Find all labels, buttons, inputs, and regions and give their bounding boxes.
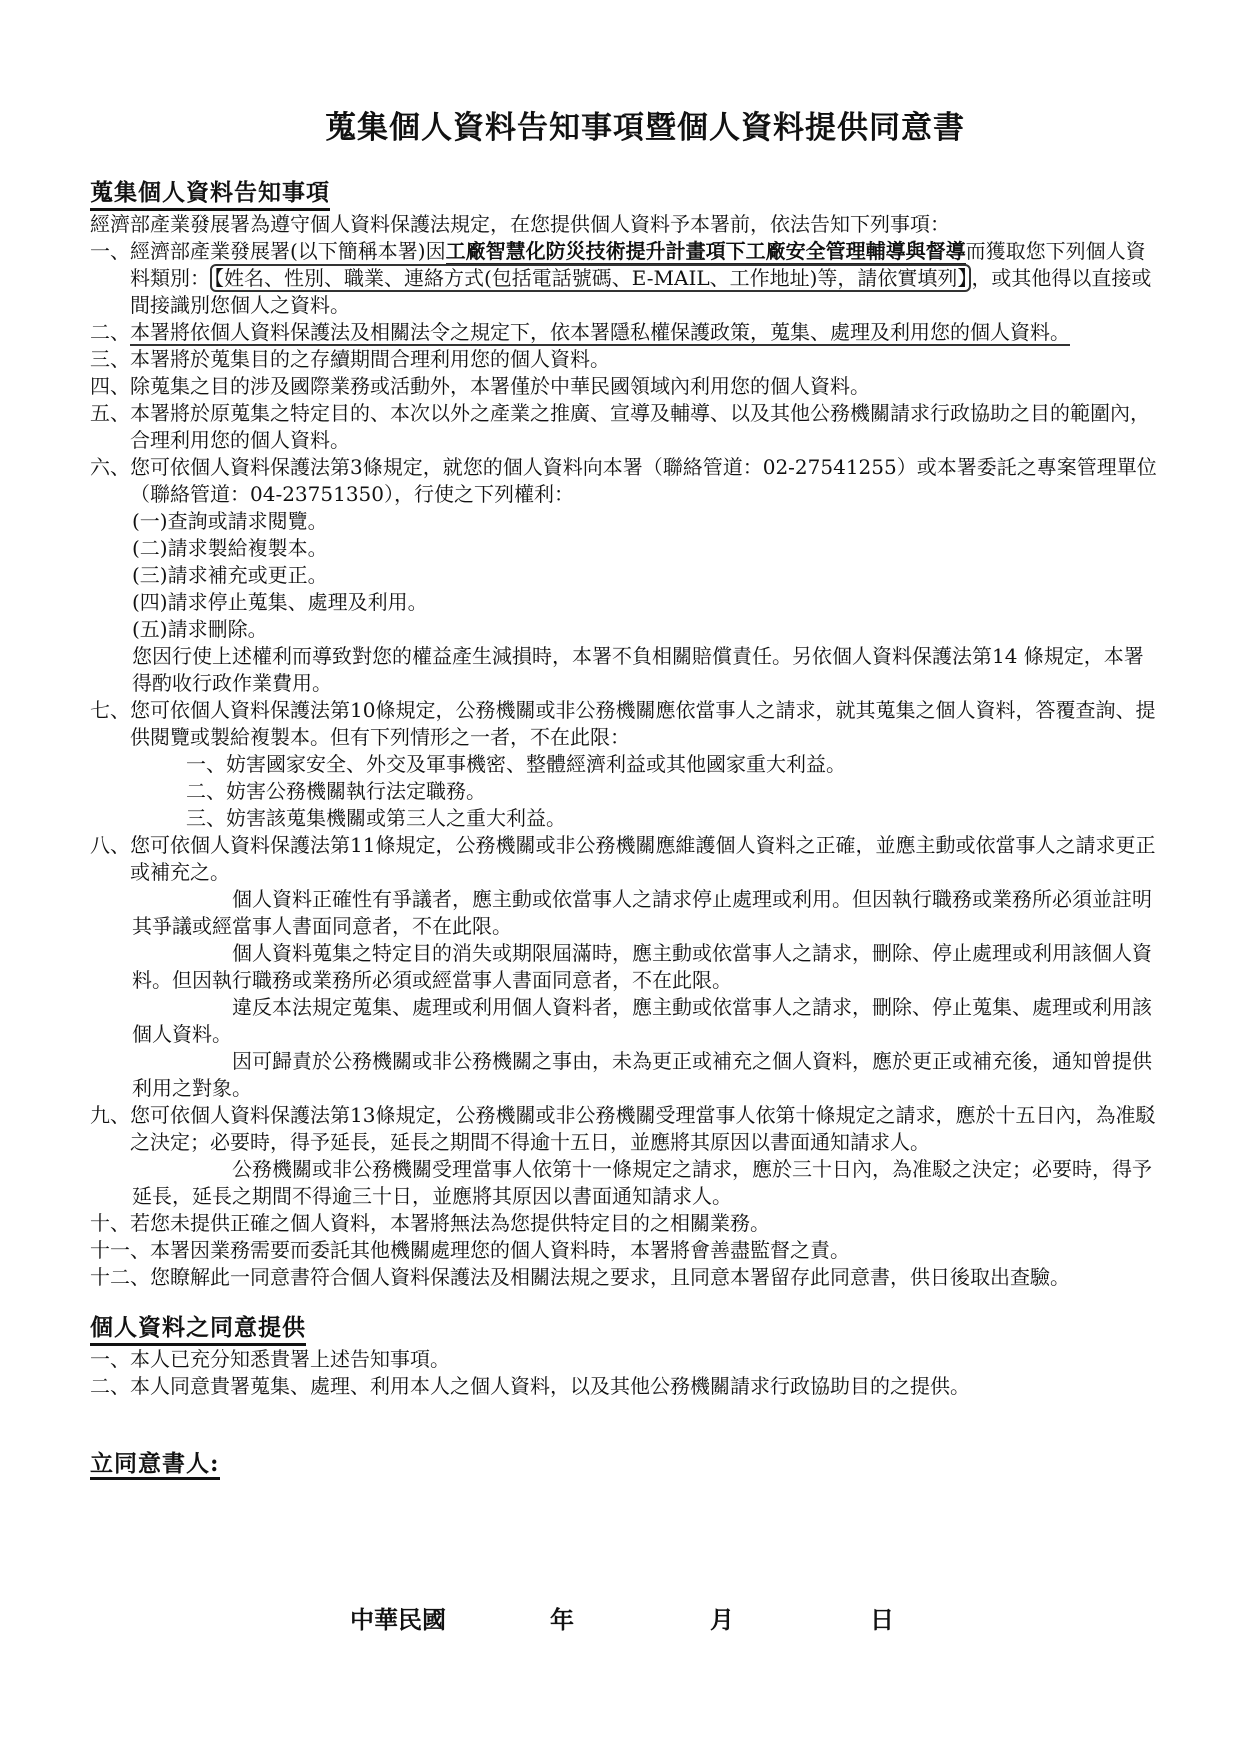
list-item: 二、妨害公務機關執行法定職務。 <box>186 779 486 803</box>
notice-item-10: 十、 若您未提供正確之個人資料，本署將無法為您提供特定目的之相關業務。 <box>90 1211 770 1235</box>
list-item: (二)請求製給複製本。 <box>132 536 328 560</box>
notice-item-6: 六、 您可依個人資料保護法第3條規定，就您的個人資料向本署（聯絡管道：02-27541255）或本署委託之專案管理單位（聯絡管道：04-23751350），行使之下列權利： <box>90 455 1157 506</box>
paragraph: 個人資料正確性有爭議者，應主動或依當事人之請求停止處理或利用。但因執行職務或業務所必須並註明其爭議或經當事人書面同意者，不在此限。 <box>132 887 1152 938</box>
purpose-text: 工廠智慧化防災技術提升計畫項下工廠安全管理輔導與督導 <box>445 239 966 263</box>
notice-item-5: 五、 本署將於原蒐集之特定目的、本次以外之產業之推廣、宣導及輔導、以及其他公務機關請求行政協助之目的範圍內，合理利用您的個人資料。 <box>90 401 1150 452</box>
list-item: (一)查詢或請求閱覽。 <box>132 509 328 533</box>
notice-item-11: 十一、 本署因業務需要而委託其他機關處理您的個人資料時，本署將會善盡監督之責。 <box>90 1238 850 1262</box>
notice-item-8: 八、 您可依個人資料保護法第11條規定，公務機關或非公務機關應維護個人資料之正確，並應主動或依當事人之請求更正或補充之。 <box>90 833 1156 884</box>
consent-item-2: 二、 本人同意貴署蒐集、處理、利用本人之個人資料，以及其他公務機關請求行政協助目的之提供。 <box>90 1374 970 1398</box>
data-categories: 【姓名、性別、職業、連絡方式(包括電話號碼、E-MAIL、工作地址)等，請依實填列】 <box>210 264 971 292</box>
item-mark: 一、 <box>90 239 130 263</box>
document-title: 蒐集個人資料告知事項暨個人資料提供同意書 <box>325 110 965 146</box>
notice-intro: 經濟部產業發展署為遵守個人資料保護法規定，在您提供個人資料予本署前，依法告知下列事項： <box>90 212 950 236</box>
list-item: 三、妨害該蒐集機關或第三人之重大利益。 <box>186 806 566 830</box>
paragraph: 因可歸責於公務機關或非公務機關之事由，未為更正或補充之個人資料，應於更正或補充後，通知曾提供利用之對象。 <box>132 1049 1152 1100</box>
notice-item-2: 二、 本署將依個人資料保護法及相關法令之規定下，依本署隱私權保護政策，蒐集、處理及利用您的個人資料。 <box>90 320 1070 344</box>
notice-heading: 蒐集個人資料告知事項 <box>90 178 330 211</box>
paragraph: 違反本法規定蒐集、處理或利用個人資料者，應主動或依當事人之請求，刪除、停止蒐集、處理或利用該個人資料。 <box>132 995 1152 1046</box>
consent-form <box>90 108 1160 1480</box>
date-day: 日 <box>870 1605 894 1634</box>
date-era: 中華民國 <box>350 1605 446 1634</box>
notice-item-7: 七、 您可依個人資料保護法第10條規定，公務機關或非公務機關應依當事人之請求，就其蒐集之個人資料，答覆查詢、提供閱覽或製給複製本。但有下列情形之一者，不在此限： <box>90 698 1156 749</box>
consent-item-1: 一、 本人已充分知悉貴署上述告知事項。 <box>90 1347 450 1371</box>
rights-list <box>132 508 1160 697</box>
list-item: (四)請求停止蒐集、處理及利用。 <box>132 590 428 614</box>
notice-item-12: 十二、 您瞭解此一同意書符合個人資料保護法及相關法規之要求，且同意本署留存此同意書，供日後取出查驗。 <box>90 1265 1070 1289</box>
paragraph: 個人資料蒐集之特定目的消失或期限屆滿時，應主動或依當事人之請求，刪除、停止處理或利用該個人資料。但因執行職務或業務所必須或經當事人書面同意者，不在此限。 <box>132 941 1152 992</box>
notice-item-3: 三、 本署將於蒐集目的之存續期間合理利用您的個人資料。 <box>90 347 610 371</box>
consent-heading: 個人資料之同意提供 <box>90 1313 306 1346</box>
notice-item-9: 九、 您可依個人資料保護法第13條規定，公務機關或非公務機關受理當事人依第十條規定之請求，應於十五日內，為准駁之決定；必要時，得予延長，延長之期間不得逾十五日，並應將其原因以書面通知請求人。 <box>90 1103 1156 1154</box>
signer-label: 立同意書人: <box>90 1450 220 1480</box>
date-year: 年 <box>550 1605 574 1634</box>
date-month: 月 <box>710 1605 734 1634</box>
paragraph: 公務機關或非公務機關受理當事人依第十一條規定之請求，應於三十日內，為准駁之決定；必要時，得予延長，延長之期間不得逾三十日，並應將其原因以書面通知請求人。 <box>132 1157 1152 1208</box>
notice-item-4: 四、 除蒐集之目的涉及國際業務或活動外，本署僅於中華民國領域內利用您的個人資料。 <box>90 374 870 398</box>
rights-note: 您因行使上述權利而導致對您的權益產生減損時，本署不負相關賠償責任。另依個人資料保護法第14 條規定，本署得酌收行政作業費用。 <box>132 644 1144 695</box>
notice-item-1: 一、 經濟部產業發展署(以下簡稱本署)因工廠智慧化防災技術提升計畫項下工廠安全管理輔導與督導而獲取您下列個人資料類別： 【姓名、性別、職業、連絡方式(包括電話號碼、E-MAIL、工作地址)等，請依實填列】 ，或其他得以直接或間接識別您個人之資料。 <box>90 239 1152 317</box>
list-item: (五)請求刪除。 <box>132 617 268 641</box>
list-item: (三)請求補充或更正。 <box>132 563 328 587</box>
list-item: 一、妨害國家安全、外交及軍事機密、整體經濟利益或其他國家重大利益。 <box>186 752 846 776</box>
exceptions-list <box>186 751 1160 832</box>
